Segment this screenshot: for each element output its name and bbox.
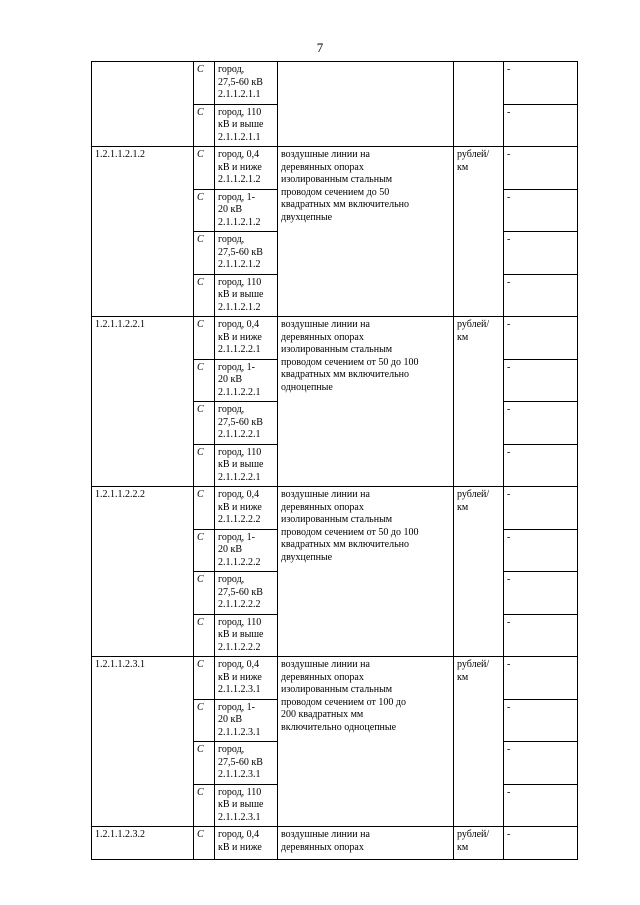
- code-cell: 1.2.1.1.2.2.2: [92, 487, 194, 657]
- territory-line: кВ и выше: [218, 119, 264, 130]
- unit-line: км: [457, 841, 469, 853]
- value-cell: -: [504, 444, 578, 487]
- description-line: деревянных опорах: [281, 501, 364, 513]
- territory-line: 2.1.1.2.2.2: [218, 514, 261, 525]
- category-cell: С: [194, 784, 215, 827]
- table-row: [92, 487, 578, 530]
- unit-cell: [454, 487, 504, 657]
- territory-line: 2.1.1.2.2.2: [218, 556, 261, 568]
- description-line: деревянных опорах: [281, 671, 364, 683]
- value-cell: -: [504, 274, 578, 317]
- page-number: 7: [316, 40, 324, 55]
- description-line: изолированным стальным: [281, 344, 393, 355]
- territory-cell: [215, 657, 278, 700]
- value-cell: -: [504, 487, 578, 530]
- territory-cell: [215, 827, 278, 860]
- description-line: изолированным стальным: [281, 174, 393, 185]
- category-cell: С: [194, 742, 215, 785]
- value-cell: -: [504, 104, 578, 147]
- description-line: проводом сечением до 50: [281, 186, 390, 198]
- description-line: воздушные линии на: [281, 149, 370, 160]
- territory-cell: [215, 699, 278, 742]
- territory-line: город, 110: [218, 786, 262, 798]
- description-line: деревянных опорах: [281, 331, 364, 343]
- description-line: одноцепные: [281, 381, 333, 393]
- territory-line: 2.1.1.2.3.1: [218, 726, 261, 738]
- value-cell: -: [504, 784, 578, 827]
- category-cell: С: [194, 104, 215, 147]
- description-cell: [278, 657, 454, 827]
- territory-line: город, 1-: [218, 361, 255, 373]
- category-cell: С: [194, 614, 215, 657]
- description-line: проводом сечением от 100 до: [281, 696, 406, 708]
- description-cell: [278, 317, 454, 487]
- territory-line: кВ и ниже: [218, 841, 262, 853]
- territory-line: город, 0,4: [218, 319, 260, 330]
- unit-line: км: [457, 501, 469, 513]
- description-line: включительно одноцепные: [281, 721, 397, 733]
- category-cell: С: [194, 444, 215, 487]
- description-line: двухцепные: [281, 551, 333, 563]
- code-cell: 1.2.1.1.2.2.1: [92, 317, 194, 487]
- category-cell: С: [194, 657, 215, 700]
- territory-line: кВ и ниже: [218, 331, 262, 343]
- description-cell: [278, 62, 454, 147]
- territory-cell: [215, 784, 278, 827]
- category-cell: С: [194, 402, 215, 445]
- territory-line: 2.1.1.2.1.2: [218, 259, 261, 270]
- description-line: воздушные линии на: [281, 319, 370, 330]
- territory-line: город, 1-: [218, 701, 255, 713]
- territory-cell: [215, 742, 278, 785]
- tariff-table: [91, 61, 578, 860]
- territory-cell: [215, 572, 278, 615]
- territory-line: 2.1.1.2.1.2: [218, 301, 261, 313]
- unit-line: рублей/: [457, 829, 490, 840]
- value-cell: -: [504, 529, 578, 572]
- territory-cell: [215, 359, 278, 402]
- territory-line: 2.1.1.2.1.2: [218, 174, 261, 185]
- value-cell: -: [504, 232, 578, 275]
- territory-line: 2.1.1.2.1.1: [218, 89, 261, 100]
- description-line: проводом сечением от 50 до 100: [281, 526, 419, 538]
- territory-line: 27,5-60 кВ: [218, 756, 263, 768]
- description-line: воздушные линии на: [281, 829, 370, 840]
- description-line: квадратных мм включительно: [281, 199, 410, 210]
- code-cell: 1.2.1.1.2.1.2: [92, 147, 194, 317]
- value-cell: -: [504, 402, 578, 445]
- territory-line: город, 110: [218, 446, 262, 458]
- table-row: [92, 317, 578, 360]
- description-line: двухцепные: [281, 211, 333, 223]
- territory-line: город, 110: [218, 106, 262, 118]
- unit-cell: [454, 827, 504, 860]
- description-line: деревянных опорах: [281, 161, 364, 173]
- table-row: [92, 827, 578, 860]
- description-cell: [278, 147, 454, 317]
- table-row: [92, 147, 578, 190]
- unit-cell: [454, 657, 504, 827]
- value-cell: -: [504, 614, 578, 657]
- unit-line: рублей/: [457, 149, 490, 160]
- description-cell: [278, 827, 454, 860]
- unit-line: км: [457, 671, 469, 683]
- territory-line: город, 0,4: [218, 489, 260, 500]
- territory-line: 2.1.1.2.2.1: [218, 429, 261, 440]
- territory-line: город, 1-: [218, 191, 255, 203]
- territory-line: город, 0,4: [218, 149, 260, 160]
- description-line: квадратных мм включительно: [281, 539, 410, 550]
- description-line: воздушные линии на: [281, 489, 370, 500]
- territory-cell: [215, 147, 278, 190]
- territory-line: 2.1.1.2.2.1: [218, 471, 261, 483]
- code-cell: [92, 62, 194, 147]
- description-line: деревянных опорах: [281, 841, 364, 853]
- value-cell: -: [504, 699, 578, 742]
- territory-line: 2.1.1.2.1.2: [218, 216, 261, 228]
- unit-line: рублей/: [457, 319, 490, 330]
- territory-line: кВ и выше: [218, 459, 264, 470]
- category-cell: С: [194, 572, 215, 615]
- territory-cell: [215, 487, 278, 530]
- territory-line: кВ и выше: [218, 289, 264, 300]
- territory-line: 20 кВ: [218, 204, 243, 215]
- territory-line: 2.1.1.2.2.2: [218, 641, 261, 653]
- value-cell: -: [504, 827, 578, 860]
- territory-line: кВ и выше: [218, 629, 264, 640]
- value-cell: -: [504, 147, 578, 190]
- territory-line: 27,5-60 кВ: [218, 76, 263, 88]
- territory-cell: [215, 317, 278, 360]
- territory-line: 20 кВ: [218, 374, 243, 385]
- value-cell: -: [504, 317, 578, 360]
- category-cell: С: [194, 274, 215, 317]
- description-line: 200 квадратных мм: [281, 709, 364, 720]
- unit-line: рублей/: [457, 489, 490, 500]
- category-cell: С: [194, 232, 215, 275]
- territory-line: город, 110: [218, 616, 262, 628]
- code-cell: 1.2.1.1.2.3.2: [92, 827, 194, 860]
- territory-line: кВ и выше: [218, 799, 264, 810]
- value-cell: -: [504, 572, 578, 615]
- territory-cell: [215, 232, 278, 275]
- category-cell: С: [194, 827, 215, 860]
- category-cell: С: [194, 487, 215, 530]
- territory-cell: [215, 444, 278, 487]
- description-line: изолированным стальным: [281, 684, 393, 695]
- territory-cell: [215, 189, 278, 232]
- unit-line: рублей/: [457, 659, 490, 670]
- category-cell: С: [194, 189, 215, 232]
- territory-cell: [215, 529, 278, 572]
- territory-line: город, 0,4: [218, 829, 260, 840]
- territory-line: кВ и ниже: [218, 671, 262, 683]
- value-cell: -: [504, 657, 578, 700]
- table-row: [92, 657, 578, 700]
- unit-cell: [454, 317, 504, 487]
- territory-line: кВ и ниже: [218, 501, 262, 513]
- territory-line: город,: [218, 404, 245, 415]
- description-cell: [278, 487, 454, 657]
- description-line: изолированным стальным: [281, 514, 393, 525]
- territory-cell: [215, 274, 278, 317]
- unit-cell: [454, 62, 504, 147]
- value-cell: -: [504, 62, 578, 105]
- territory-line: 2.1.1.2.3.1: [218, 811, 261, 823]
- category-cell: С: [194, 147, 215, 190]
- territory-line: город, 0,4: [218, 659, 260, 670]
- description-line: воздушные линии на: [281, 659, 370, 670]
- territory-line: город, 110: [218, 276, 262, 288]
- territory-cell: [215, 62, 278, 105]
- value-cell: -: [504, 359, 578, 402]
- territory-line: 27,5-60 кВ: [218, 416, 263, 428]
- territory-line: кВ и ниже: [218, 161, 262, 173]
- territory-line: 20 кВ: [218, 544, 243, 555]
- unit-line: км: [457, 331, 469, 343]
- value-cell: -: [504, 189, 578, 232]
- unit-cell: [454, 147, 504, 317]
- territory-line: 20 кВ: [218, 714, 243, 725]
- territory-line: 2.1.1.2.3.1: [218, 684, 261, 695]
- category-cell: С: [194, 317, 215, 360]
- table-row: [92, 62, 578, 105]
- territory-cell: [215, 402, 278, 445]
- category-cell: С: [194, 529, 215, 572]
- territory-line: 2.1.1.2.1.1: [218, 131, 261, 143]
- category-cell: С: [194, 62, 215, 105]
- category-cell: С: [194, 359, 215, 402]
- description-line: квадратных мм включительно: [281, 369, 410, 380]
- code-cell: 1.2.1.1.2.3.1: [92, 657, 194, 827]
- territory-line: 27,5-60 кВ: [218, 586, 263, 598]
- territory-line: 2.1.1.2.2.1: [218, 386, 261, 398]
- territory-cell: [215, 104, 278, 147]
- value-cell: -: [504, 742, 578, 785]
- territory-line: 27,5-60 кВ: [218, 246, 263, 258]
- territory-line: 2.1.1.2.2.2: [218, 599, 261, 610]
- territory-line: город,: [218, 234, 245, 245]
- territory-line: город,: [218, 574, 245, 585]
- category-cell: С: [194, 699, 215, 742]
- territory-line: 2.1.1.2.3.1: [218, 769, 261, 780]
- description-line: проводом сечением от 50 до 100: [281, 356, 419, 368]
- territory-line: 2.1.1.2.2.1: [218, 344, 261, 355]
- territory-line: город, 1-: [218, 531, 255, 543]
- territory-line: город,: [218, 64, 245, 75]
- unit-line: км: [457, 161, 469, 173]
- territory-cell: [215, 614, 278, 657]
- territory-line: город,: [218, 744, 245, 755]
